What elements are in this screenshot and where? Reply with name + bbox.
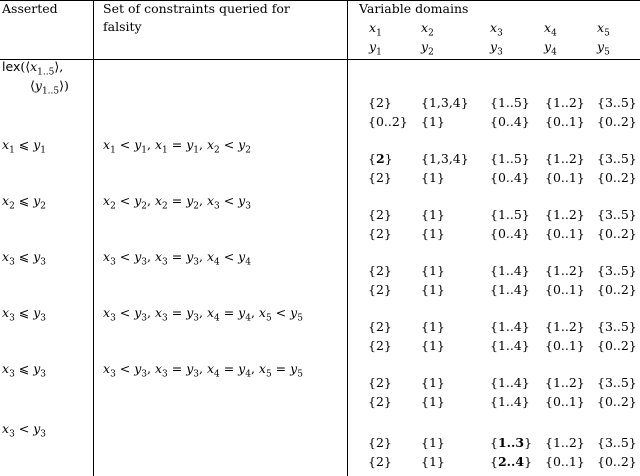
domain-cell: {2} — [368, 435, 392, 450]
domain-cell: {1..3} — [490, 435, 533, 450]
domain-cell: {0..2} — [597, 226, 637, 241]
row-asserted: $x_3$ ⩽ $y_3$ — [2, 305, 47, 324]
domain-cell: {1} — [421, 435, 445, 450]
domain-cell: {1..2} — [545, 435, 585, 450]
domain-cell: {1..2} — [545, 95, 585, 110]
row-asserted-cont: $⟨y_{1..5}⟩$) — [30, 78, 69, 97]
domain-cell: {0..2} — [368, 114, 408, 129]
domain-cell: {2} — [368, 151, 393, 166]
domain-cell: {0..2} — [597, 454, 637, 469]
domain-cell: {0..1} — [545, 394, 585, 409]
domain-cell: {1..5} — [490, 151, 530, 166]
var-header-x1: $x_1$ — [369, 20, 382, 39]
domain-cell: {0..2} — [597, 338, 637, 353]
domain-cell: {0..1} — [545, 454, 585, 469]
domain-cell: {3..5} — [597, 263, 637, 278]
domain-cell: {3..5} — [597, 207, 637, 222]
domain-cell: {0..2} — [597, 394, 637, 409]
domain-cell: {1} — [421, 207, 445, 222]
domain-cell: {1} — [421, 375, 445, 390]
domain-cell: {0..2} — [597, 114, 637, 129]
domain-cell: {1..2} — [545, 207, 585, 222]
domain-cell: {1} — [421, 319, 445, 334]
var-header-x5: $x_5$ — [597, 20, 610, 39]
domain-cell: {2} — [368, 207, 392, 222]
row-asserted: $x_3 < y_3$ — [2, 421, 47, 440]
domain-cell: {2} — [368, 454, 392, 469]
row-asserted: $lex(⟨x_{1..5}⟩$, — [2, 59, 64, 78]
domain-cell: {0..2} — [597, 282, 637, 297]
top-rule — [0, 0, 640, 1]
domain-cell: {2} — [368, 170, 392, 185]
domain-cell: {2} — [368, 263, 392, 278]
domain-cell: {0..1} — [545, 282, 585, 297]
row-asserted: $x_2$ ⩽ $y_2$ — [2, 193, 47, 212]
header-domains: Variable domains — [359, 1, 469, 16]
domain-cell: {2} — [368, 319, 392, 334]
domain-cell: {2} — [368, 338, 392, 353]
var-header-y5: $y_5$ — [597, 39, 610, 58]
domain-cell: {1} — [421, 170, 445, 185]
domain-cell: {1,3,4} — [421, 95, 469, 110]
domain-cell: {2} — [368, 394, 392, 409]
domain-cell: {1} — [421, 282, 445, 297]
var-header-y1: $y_1$ — [369, 39, 382, 58]
row-constraints: $x_3 < y_3$, $x_3 = y_3$, $x_4 < y_4$ — [103, 249, 251, 268]
domain-cell: {3..5} — [597, 435, 637, 450]
domain-cell: {1} — [421, 263, 445, 278]
domain-cell: {3..5} — [597, 319, 637, 334]
domain-cell: {0..4} — [490, 170, 530, 185]
var-header-y2: $y_2$ — [421, 39, 434, 58]
domain-cell: {1..4} — [490, 394, 530, 409]
var-header-x4: $x_4$ — [544, 20, 557, 39]
col-divider-1 — [93, 0, 94, 476]
var-header-y4: $y_4$ — [544, 39, 557, 58]
domain-cell: {1} — [421, 454, 445, 469]
domain-cell: {0..2} — [597, 170, 637, 185]
domain-cell: {0..1} — [545, 114, 585, 129]
header-constraints: Set of constraints queried for — [103, 1, 290, 16]
row-constraints: $x_3 < y_3$, $x_3 = y_3$, $x_4 = y_4$, $x_5 = y_5$ — [103, 361, 303, 380]
domain-cell: {0..1} — [545, 170, 585, 185]
domain-cell: {3..5} — [597, 375, 637, 390]
domain-cell: {1,3,4} — [421, 151, 469, 166]
domain-cell: {0..1} — [545, 226, 585, 241]
domain-cell: {1..2} — [545, 319, 585, 334]
domain-cell: {1..4} — [490, 263, 530, 278]
domain-cell: {3..5} — [597, 151, 637, 166]
header-constraints-2: falsity — [103, 19, 142, 34]
domain-cell: {2..4} — [490, 454, 533, 469]
var-header-y3: $y_3$ — [490, 39, 503, 58]
domain-cell: {2} — [368, 226, 392, 241]
row-constraints: $x_3 < y_3$, $x_3 = y_3$, $x_4 = y_4$, $x_5 < y_5$ — [103, 305, 303, 324]
var-header-x2: $x_2$ — [421, 20, 434, 39]
domain-cell: {1..4} — [490, 338, 530, 353]
row-asserted: $x_3$ ⩽ $y_3$ — [2, 361, 47, 380]
row-constraints: $x_2 < y_2$, $x_2 = y_2$, $x_3 < y_3$ — [103, 193, 251, 212]
domain-cell: {1..2} — [545, 151, 585, 166]
domain-cell: {1..2} — [545, 375, 585, 390]
domain-cell: {1} — [421, 226, 445, 241]
domain-cell: {2} — [368, 282, 392, 297]
row-asserted: $x_1$ ⩽ $y_1$ — [2, 137, 47, 156]
header-asserted: Asserted — [2, 1, 58, 16]
domain-cell: {3..5} — [597, 95, 637, 110]
domain-cell: {1..4} — [490, 375, 530, 390]
domain-cell: {2} — [368, 95, 392, 110]
col-divider-2 — [347, 0, 348, 476]
domain-cell: {1..4} — [490, 319, 530, 334]
domain-cell: {0..4} — [490, 226, 530, 241]
domain-cell: {1} — [421, 338, 445, 353]
domain-cell: {1} — [421, 114, 445, 129]
domain-cell: {0..4} — [490, 114, 530, 129]
domain-cell: {1} — [421, 394, 445, 409]
domain-cell: {2} — [368, 375, 392, 390]
domain-cell: {1..5} — [490, 95, 530, 110]
row-asserted: $x_3$ ⩽ $y_3$ — [2, 249, 47, 268]
var-header-x3: $x_3$ — [490, 20, 503, 39]
domain-cell: {1..4} — [490, 282, 530, 297]
row-constraints: $x_1 < y_1$, $x_1 = y_1$, $x_2 < y_2$ — [103, 137, 251, 156]
domain-cell: {0..1} — [545, 338, 585, 353]
domain-cell: {1..2} — [545, 263, 585, 278]
domain-cell: {1..5} — [490, 207, 530, 222]
